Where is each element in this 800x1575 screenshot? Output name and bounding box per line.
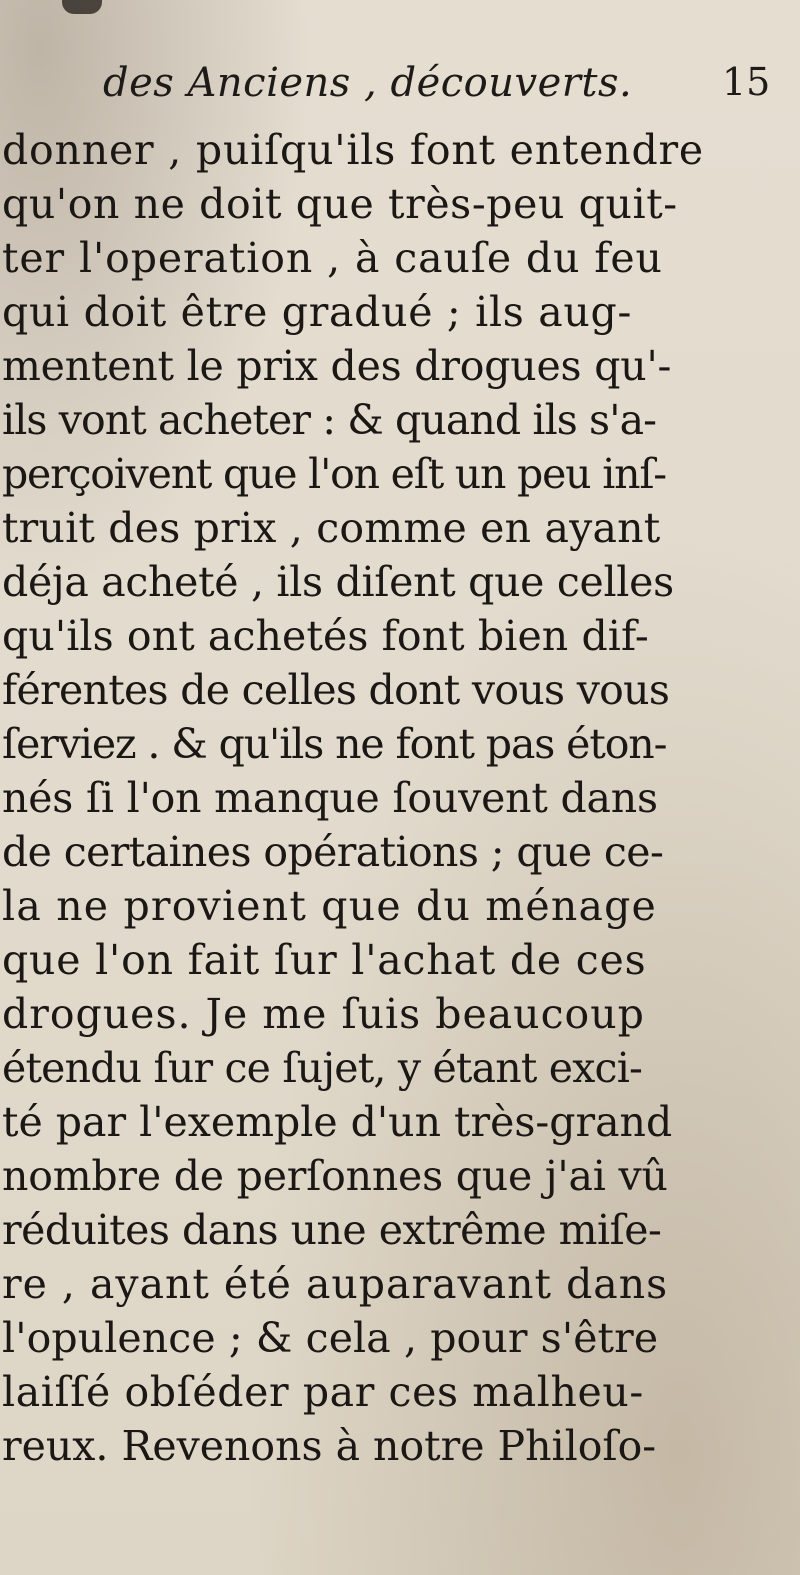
text-line: la ne provient que du ménage [2, 882, 658, 930]
text-line: donner , puiſqu'ils font entendre [2, 126, 704, 174]
text-line: étendu ſur ce ſujet, y étant exci- [2, 1044, 643, 1092]
text-line: laiſſé obſéder par ces malheu- [2, 1368, 644, 1416]
text-line: mentent le prix des drogues qu'- [2, 342, 672, 390]
text-line: de certaines opérations ; que ce- [2, 828, 664, 876]
text-line: qu'on ne doit que très-peu quit- [2, 180, 678, 228]
text-line: truit des prix , comme en ayant [2, 504, 661, 552]
text-line: qu'ils ont achetés font bien dif- [2, 612, 649, 660]
text-line: férentes de celles dont vous vous [2, 666, 670, 714]
text-line: ter l'operation , à cauſe du feu [2, 234, 663, 282]
running-head-title: des Anciens , découverts. [103, 60, 633, 106]
text-line: ſerviez . & qu'ils ne font pas éton- [2, 720, 667, 768]
text-line: reux. Revenons à notre Philoſo- [2, 1422, 657, 1470]
page-number: 15 [722, 60, 771, 104]
text-line: réduites dans une extrême miſe- [2, 1206, 662, 1254]
text-line: nombre de perſonnes que j'ai vû [2, 1152, 668, 1200]
text-line: l'opulence ; & cela , pour s'être [2, 1314, 659, 1362]
text-line: perçoivent que l'on eſt un peu inſ- [2, 450, 666, 498]
text-line: déja acheté , ils diſent que celles [2, 558, 674, 606]
text-line: drogues. Je me ſuis beaucoup [2, 990, 645, 1038]
running-head [0, 60, 800, 110]
text-line: ils vont acheter : & quand ils s'a- [2, 396, 657, 444]
text-line: re , ayant été auparavant dans [2, 1260, 669, 1308]
ink-blot [62, 0, 102, 14]
text-line: té par l'exemple d'un très-grand [2, 1098, 673, 1146]
text-line: que l'on fait ſur l'achat de ces [2, 936, 647, 984]
text-line: nés ſi l'on manque ſouvent dans [2, 774, 658, 822]
text-line: qui doit être gradué ; ils aug- [2, 288, 633, 336]
